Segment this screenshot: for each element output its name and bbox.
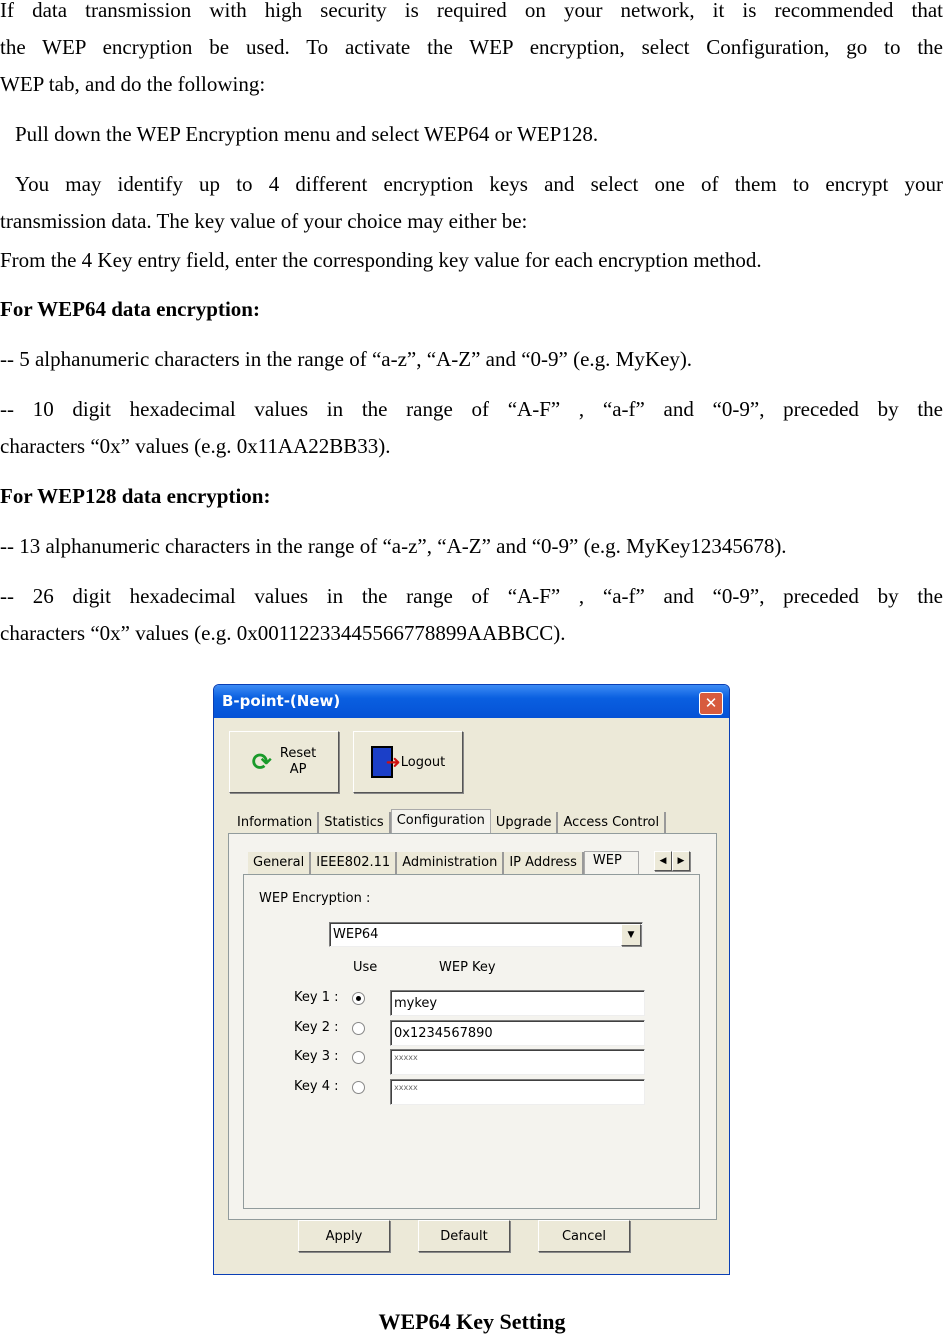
- tab-administration[interactable]: Administration: [397, 852, 504, 874]
- intro-line-1: If data transmission with high security is required on your network, it is recommended that: [0, 0, 943, 22]
- tab-wep[interactable]: WEP: [584, 851, 639, 875]
- wep-dialog-screenshot: [213, 684, 730, 1275]
- logout-button[interactable]: [353, 731, 463, 793]
- step-entry: From the 4 Key entry field, enter the corresponding key value for each encryption method.: [0, 248, 762, 272]
- figure-caption: WEP64 Key Setting: [378, 1309, 566, 1334]
- ap-label: AP: [289, 762, 307, 777]
- title-bar: [214, 685, 729, 718]
- key-4-input[interactable]: xxxxx: [390, 1079, 645, 1105]
- intro-line-2: the WEP encryption be used. To activate the WEP encryption, select Configuration, go to the: [0, 35, 943, 59]
- key-1-radio[interactable]: [352, 992, 365, 1005]
- wep-encryption-value: WEP64: [333, 927, 379, 942]
- key-2-input[interactable]: 0x1234567890: [390, 1020, 645, 1046]
- key-3-radio[interactable]: [352, 1051, 365, 1064]
- tab-ip-address[interactable]: IP Address: [504, 852, 584, 874]
- reset-label: Reset: [279, 746, 317, 761]
- tab-statistics[interactable]: Statistics: [319, 812, 390, 834]
- door-exit-icon: ➜: [371, 746, 393, 778]
- wep128-heading: For WEP128 data encryption:: [0, 484, 271, 508]
- intro-line-3: WEP tab, and do the following:: [0, 72, 266, 96]
- tab-information[interactable]: Information: [232, 812, 319, 834]
- wep128-hex-line-1: -- 26 digit hexadecimal values in the range of “A-F” , “a-f” and “0-9”, preceded by the: [0, 584, 943, 608]
- tab-access-control[interactable]: Access Control: [558, 812, 666, 834]
- tab-ieee80211[interactable]: IEEE802.11: [311, 852, 397, 874]
- key-1-input[interactable]: mykey: [390, 990, 645, 1016]
- tab-scroller: [654, 851, 690, 871]
- wep128-hex-line-2: characters “0x” values (e.g. 0x00112233445566778899AABBCC).: [0, 621, 566, 645]
- close-button[interactable]: ✕: [699, 692, 723, 715]
- wep-encryption-select[interactable]: [329, 922, 643, 947]
- refresh-icon: ⟳: [251, 748, 272, 776]
- sub-tabs: [248, 851, 639, 874]
- key-1-label: Key 1 :: [294, 990, 339, 1005]
- default-button[interactable]: Default: [418, 1220, 510, 1252]
- key-2-radio[interactable]: [352, 1022, 365, 1035]
- reset-ap-button[interactable]: [229, 731, 339, 793]
- main-tabs: [232, 809, 666, 834]
- step-keys-line-1: You may identify up to 4 different encryption keys and select one of them to encrypt your: [15, 172, 943, 196]
- key-4-label: Key 4 :: [294, 1079, 339, 1094]
- key-3-input[interactable]: xxxxx: [390, 1049, 645, 1075]
- tab-configuration[interactable]: Configuration: [391, 809, 491, 835]
- tab-general[interactable]: General: [248, 852, 311, 874]
- step-pull-down: Pull down the WEP Encryption menu and select WEP64 or WEP128.: [15, 122, 599, 146]
- scroll-right-button[interactable]: ▶: [672, 851, 690, 871]
- chevron-down-icon[interactable]: ▼: [621, 924, 641, 946]
- wep128-alnum: -- 13 alphanumeric characters in the range of “a-z”, “A-Z” and “0-9” (e.g. MyKey12345678).: [0, 534, 787, 558]
- tab-upgrade[interactable]: Upgrade: [491, 812, 559, 834]
- apply-button[interactable]: Apply: [298, 1220, 390, 1252]
- logout-label: Logout: [400, 754, 446, 770]
- key-3-label: Key 3 :: [294, 1049, 339, 1064]
- use-header: Use: [353, 960, 378, 975]
- scroll-left-button[interactable]: ◀: [654, 851, 672, 871]
- cancel-button[interactable]: Cancel: [538, 1220, 630, 1252]
- key-4-radio[interactable]: [352, 1081, 365, 1094]
- wep64-heading: For WEP64 data encryption:: [0, 297, 260, 321]
- step-keys-line-2: transmission data. The key value of your choice may either be:: [0, 209, 528, 233]
- dialog-title: B-point-(New): [222, 692, 341, 710]
- wep64-hex-line-2: characters “0x” values (e.g. 0x11AA22BB33).: [0, 434, 391, 458]
- wep64-alnum: -- 5 alphanumeric characters in the range of “a-z”, “A-Z” and “0-9” (e.g. MyKey).: [0, 347, 693, 371]
- key-2-label: Key 2 :: [294, 1020, 339, 1035]
- wep64-hex-line-1: -- 10 digit hexadecimal values in the range of “A-F” , “a-f” and “0-9”, preceded by the: [0, 397, 943, 421]
- wep-encryption-label: WEP Encryption :: [259, 891, 371, 906]
- wep-key-header: WEP Key: [439, 960, 496, 975]
